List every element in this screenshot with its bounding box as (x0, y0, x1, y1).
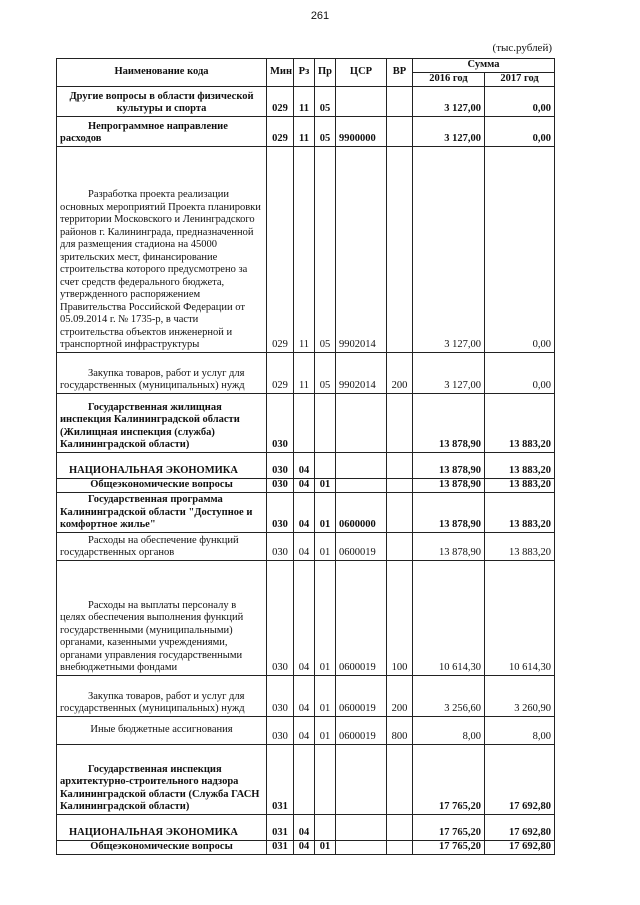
cell-rz: 04 (294, 452, 315, 478)
cell-rz: 11 (294, 116, 315, 146)
cell-y2016: 13 878,90 (413, 393, 485, 452)
cell-name: Иные бюджетные ассигнования (57, 716, 267, 744)
cell-vr (387, 116, 413, 146)
table-row (57, 352, 555, 393)
cell-csr (336, 452, 387, 478)
cell-min: 031 (267, 814, 294, 840)
header-rz: Рз (294, 59, 315, 87)
cell-csr: 0600019 (336, 560, 387, 675)
cell-y2017: 13 883,20 (485, 492, 555, 532)
cell-min: 030 (267, 393, 294, 452)
cell-min: 030 (267, 492, 294, 532)
cell-vr (387, 478, 413, 492)
header-name: Наименование кода (57, 59, 267, 87)
cell-vr: 200 (387, 352, 413, 393)
cell-y2017: 13 883,20 (485, 393, 555, 452)
cell-rz: 04 (294, 675, 315, 716)
cell-y2017: 0,00 (485, 352, 555, 393)
cell-y2017: 8,00 (485, 716, 555, 744)
cell-pr (315, 814, 336, 840)
cell-vr (387, 146, 413, 352)
cell-csr: 9900000 (336, 116, 387, 146)
cell-name: Другие вопросы в области физической культуры и спорта (57, 86, 267, 116)
header-vr: ВР (387, 59, 413, 87)
table-row (57, 840, 555, 854)
cell-rz: 11 (294, 86, 315, 116)
table-row (57, 814, 555, 840)
cell-name: Разработка проекта реализации основных мероприятий Проекта планировки территории Московского и Ленинградского районов г. Калининграда, предназначенной для размещения стадиона на 45000 зрительских мест, финансирование строительства которого предусмотрено за счет средств федерального бюджета, утвержденного распоряжением Правительства Российской Федерации от 05.09.2014 г. № 1735-р, в части строительства объектов инженерной и транспортной инфраструктуры (57, 146, 267, 352)
cell-name: Непрограммное направление расходов (57, 116, 267, 146)
cell-name: Расходы на выплаты персоналу в целях обеспечения выполнения функций государственными (муниципальными) органами, казенными учреждениями, органами управления государственными внебюджетными фондами (57, 560, 267, 675)
cell-pr (315, 393, 336, 452)
cell-csr: 9902014 (336, 352, 387, 393)
cell-name: Государственная программа Калининградской области "Доступное и комфортное жилье" (57, 492, 267, 532)
cell-rz: 04 (294, 814, 315, 840)
cell-vr (387, 492, 413, 532)
cell-rz: 11 (294, 352, 315, 393)
cell-min: 031 (267, 840, 294, 854)
cell-rz: 04 (294, 840, 315, 854)
cell-y2017: 17 692,80 (485, 814, 555, 840)
cell-pr: 01 (315, 492, 336, 532)
cell-y2017: 0,00 (485, 146, 555, 352)
cell-y2016: 17 765,20 (413, 814, 485, 840)
table-row (57, 492, 555, 532)
header-csr: ЦСР (336, 59, 387, 87)
cell-min: 029 (267, 116, 294, 146)
page-number: 261 (310, 10, 330, 22)
table-row (57, 478, 555, 492)
cell-pr: 01 (315, 478, 336, 492)
table-row (57, 86, 555, 116)
cell-rz: 11 (294, 146, 315, 352)
cell-vr (387, 744, 413, 814)
cell-min: 030 (267, 532, 294, 560)
cell-csr: 0600019 (336, 675, 387, 716)
cell-name: НАЦИОНАЛЬНАЯ ЭКОНОМИКА (57, 452, 267, 478)
cell-pr: 05 (315, 116, 336, 146)
cell-min: 029 (267, 86, 294, 116)
cell-pr: 01 (315, 840, 336, 854)
cell-name: Государственная жилищная инспекция Калининградской области (Жилищная инспекция (служба) Калининградской области) (57, 393, 267, 452)
cell-pr: 01 (315, 560, 336, 675)
cell-y2016: 13 878,90 (413, 532, 485, 560)
cell-csr (336, 814, 387, 840)
cell-min: 030 (267, 675, 294, 716)
cell-y2016: 13 878,90 (413, 452, 485, 478)
table-row (57, 560, 555, 675)
cell-y2017: 17 692,80 (485, 744, 555, 814)
table-row (57, 393, 555, 452)
header-min: Мин (267, 59, 294, 87)
cell-name: Закупка товаров, работ и услуг для государственных (муниципальных) нужд (57, 352, 267, 393)
cell-pr (315, 744, 336, 814)
cell-y2017: 17 692,80 (485, 840, 555, 854)
cell-pr: 01 (315, 675, 336, 716)
cell-y2017: 13 883,20 (485, 478, 555, 492)
cell-vr (387, 532, 413, 560)
cell-min: 030 (267, 560, 294, 675)
units-label: (тыс.рублей) (492, 42, 552, 54)
cell-pr: 05 (315, 86, 336, 116)
cell-name: Расходы на обеспечение функций государственных органов (57, 532, 267, 560)
cell-y2016: 17 765,20 (413, 840, 485, 854)
header-pr: Пр (315, 59, 336, 87)
cell-csr: 0600019 (336, 716, 387, 744)
cell-rz: 04 (294, 716, 315, 744)
cell-csr (336, 86, 387, 116)
cell-vr (387, 840, 413, 854)
table-row (57, 452, 555, 478)
table-row (57, 146, 555, 352)
cell-y2017: 3 260,90 (485, 675, 555, 716)
table-row (57, 744, 555, 814)
budget-table (56, 58, 555, 855)
cell-y2016: 3 127,00 (413, 86, 485, 116)
cell-y2017: 0,00 (485, 116, 555, 146)
header-2016: 2016 год (413, 72, 485, 86)
cell-rz: 04 (294, 492, 315, 532)
cell-y2016: 3 256,60 (413, 675, 485, 716)
cell-csr (336, 393, 387, 452)
cell-y2016: 13 878,90 (413, 492, 485, 532)
cell-rz: 04 (294, 560, 315, 675)
cell-y2016: 3 127,00 (413, 116, 485, 146)
cell-min: 030 (267, 452, 294, 478)
cell-min: 029 (267, 352, 294, 393)
cell-y2016: 17 765,20 (413, 744, 485, 814)
cell-vr (387, 393, 413, 452)
cell-csr (336, 840, 387, 854)
cell-vr: 100 (387, 560, 413, 675)
cell-y2016: 13 878,90 (413, 478, 485, 492)
cell-y2017: 13 883,20 (485, 532, 555, 560)
cell-y2016: 8,00 (413, 716, 485, 744)
cell-rz: 04 (294, 532, 315, 560)
cell-y2017: 0,00 (485, 86, 555, 116)
cell-name: Общеэкономические вопросы (57, 840, 267, 854)
cell-name: Закупка товаров, работ и услуг для государственных (муниципальных) нужд (57, 675, 267, 716)
cell-y2016: 10 614,30 (413, 560, 485, 675)
cell-pr: 05 (315, 146, 336, 352)
cell-rz (294, 393, 315, 452)
cell-name: НАЦИОНАЛЬНАЯ ЭКОНОМИКА (57, 814, 267, 840)
cell-y2016: 3 127,00 (413, 146, 485, 352)
cell-y2016: 3 127,00 (413, 352, 485, 393)
table-row (57, 116, 555, 146)
cell-vr (387, 452, 413, 478)
table-row (57, 716, 555, 744)
cell-rz: 04 (294, 478, 315, 492)
cell-name: Государственная инспекция архитектурно-строительного надзора Калининградской области (Служба ГАСН Калининградской области) (57, 744, 267, 814)
cell-min: 030 (267, 716, 294, 744)
cell-pr (315, 452, 336, 478)
cell-min: 029 (267, 146, 294, 352)
cell-min: 031 (267, 744, 294, 814)
cell-name: Общеэкономические вопросы (57, 478, 267, 492)
cell-vr (387, 814, 413, 840)
cell-vr: 200 (387, 675, 413, 716)
cell-pr: 05 (315, 352, 336, 393)
cell-csr: 0600019 (336, 532, 387, 560)
cell-y2017: 13 883,20 (485, 452, 555, 478)
cell-pr: 01 (315, 532, 336, 560)
table-row (57, 675, 555, 716)
header-2017: 2017 год (485, 72, 555, 86)
cell-csr: 9902014 (336, 146, 387, 352)
cell-pr: 01 (315, 716, 336, 744)
header-sum: Сумма (413, 59, 555, 73)
cell-min: 030 (267, 478, 294, 492)
cell-csr: 0600000 (336, 492, 387, 532)
cell-csr (336, 744, 387, 814)
cell-y2017: 10 614,30 (485, 560, 555, 675)
cell-rz (294, 744, 315, 814)
cell-csr (336, 478, 387, 492)
cell-vr (387, 86, 413, 116)
cell-vr: 800 (387, 716, 413, 744)
table-row (57, 532, 555, 560)
